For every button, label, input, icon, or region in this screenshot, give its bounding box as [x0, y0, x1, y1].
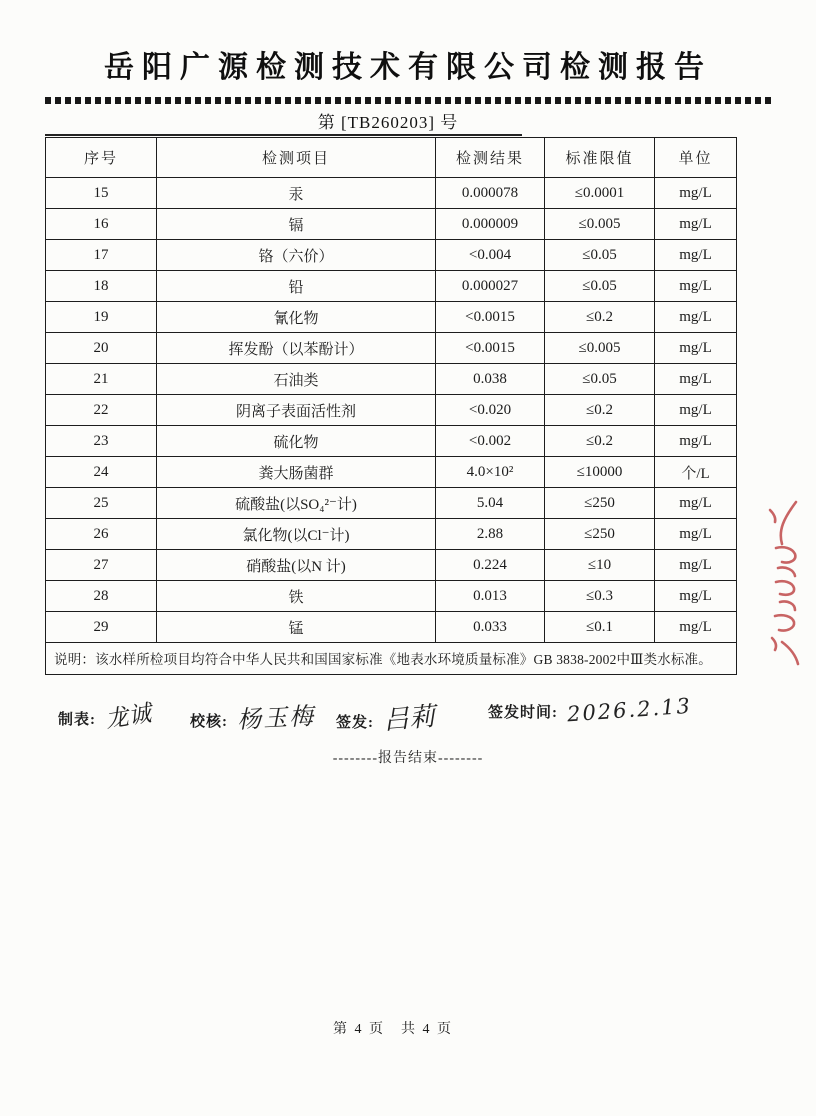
table-row: [46, 364, 737, 395]
cell-item: 石油类: [157, 364, 436, 395]
cell-item: 氯化物(以Cl⁻计): [157, 519, 436, 550]
cell-unit: mg/L: [655, 581, 737, 612]
table-row: [46, 581, 737, 612]
cell-unit: mg/L: [655, 612, 737, 643]
cell-no: 26: [46, 519, 157, 550]
cell-unit: mg/L: [655, 426, 737, 457]
checked-by-group: [190, 698, 315, 733]
issued-by-signature: 吕莉: [382, 701, 437, 737]
cell-no: 15: [46, 178, 157, 209]
cell-no: 28: [46, 581, 157, 612]
cell-limit: ≤0.05: [545, 240, 655, 271]
table-row: [46, 333, 737, 364]
cell-unit: 个/L: [655, 457, 737, 488]
table-row: [46, 612, 737, 643]
cell-item: 阴离子表面活性剂: [157, 395, 436, 426]
cell-result: 4.0×10²: [436, 457, 545, 488]
report-number: 第 [TB260203] 号: [317, 113, 459, 132]
cell-unit: mg/L: [655, 519, 737, 550]
cell-limit: ≤0.005: [545, 333, 655, 364]
issue-time-value: 2026.2.13: [566, 693, 693, 727]
issued-by-group: [336, 698, 435, 735]
cell-result: 0.000027: [436, 271, 545, 302]
cell-no: 22: [46, 395, 157, 426]
cell-no: 21: [46, 364, 157, 395]
table-row: [46, 395, 737, 426]
cell-item: 硝酸盐(以N 计): [157, 550, 436, 581]
cell-result: <0.0015: [436, 302, 545, 333]
cell-result: 5.04: [436, 488, 545, 519]
issue-time-label: 签发时间:: [488, 705, 558, 721]
cell-limit: ≤10000: [545, 457, 655, 488]
prepared-by-signature: 龙诚: [103, 700, 154, 734]
table-row: [46, 209, 737, 240]
cell-unit: mg/L: [655, 240, 737, 271]
cell-no: 27: [46, 550, 157, 581]
table-row: [46, 488, 737, 519]
cell-item: 铅: [157, 271, 436, 302]
cell-limit: ≤250: [545, 488, 655, 519]
prepared-by-label: 制表:: [58, 712, 96, 728]
table-row: [46, 178, 737, 209]
table-header-row: [46, 138, 737, 178]
cell-item: 挥发酚（以苯酚计）: [157, 333, 436, 364]
results-table-body: [46, 178, 737, 643]
cell-result: 0.038: [436, 364, 545, 395]
table-row: [46, 457, 737, 488]
cell-result: 0.224: [436, 550, 545, 581]
col-header-item: 检测项目: [157, 138, 436, 178]
cell-item: 氰化物: [157, 302, 436, 333]
cell-no: 29: [46, 612, 157, 643]
signature-row: [0, 688, 816, 738]
cell-unit: mg/L: [655, 302, 737, 333]
cell-result: 0.013: [436, 581, 545, 612]
col-header-unit: 单位: [655, 138, 737, 178]
page-number: 第 4 页 共 4 页: [333, 1022, 453, 1037]
cell-limit: ≤0.0001: [545, 178, 655, 209]
table-note: 说明：该水样所检项目均符合中华人民共和国国家标准《地表水环境质量标准》GB 3838-2002中Ⅲ类水标准。: [46, 643, 737, 675]
cell-result: <0.020: [436, 395, 545, 426]
cell-limit: ≤0.3: [545, 581, 655, 612]
cell-limit: ≤0.005: [545, 209, 655, 240]
report-number-row: [0, 104, 816, 137]
cell-limit: ≤0.05: [545, 364, 655, 395]
red-seal-edge: [762, 496, 804, 668]
cell-result: 0.000009: [436, 209, 545, 240]
cell-no: 19: [46, 302, 157, 333]
table-row: [46, 426, 737, 457]
cell-item: 铁: [157, 581, 436, 612]
cell-limit: ≤0.2: [545, 426, 655, 457]
cell-no: 20: [46, 333, 157, 364]
cell-limit: ≤250: [545, 519, 655, 550]
report-title: 岳阳广源检测技术有限公司检测报告: [104, 51, 712, 84]
table-row: [46, 271, 737, 302]
table-row: [46, 302, 737, 333]
cell-limit: ≤0.2: [545, 395, 655, 426]
cell-limit: ≤0.1: [545, 612, 655, 643]
cell-result: <0.004: [436, 240, 545, 271]
cell-unit: mg/L: [655, 209, 737, 240]
cell-limit: ≤10: [545, 550, 655, 581]
issue-time-group: [488, 693, 693, 727]
checked-by-signature: 杨玉梅: [236, 701, 316, 735]
cell-unit: mg/L: [655, 271, 737, 302]
cell-item: 汞: [157, 178, 436, 209]
prepared-by-group: [58, 698, 154, 734]
cell-result: 0.033: [436, 612, 545, 643]
cell-no: 25: [46, 488, 157, 519]
cell-limit: ≤0.05: [545, 271, 655, 302]
cell-result: 0.000078: [436, 178, 545, 209]
cell-limit: ≤0.2: [545, 302, 655, 333]
cell-item: 镉: [157, 209, 436, 240]
cell-unit: mg/L: [655, 178, 737, 209]
cell-result: <0.002: [436, 426, 545, 457]
cell-no: 18: [46, 271, 157, 302]
cell-item: 粪大肠菌群: [157, 457, 436, 488]
cell-no: 23: [46, 426, 157, 457]
issued-by-label: 签发:: [336, 715, 374, 731]
table-row: [46, 240, 737, 271]
cell-item: 硫酸盐(以SO₄²⁻计): [157, 488, 436, 519]
table-note-row: [46, 643, 737, 675]
report-number-underline: [45, 134, 522, 136]
cell-no: 16: [46, 209, 157, 240]
table-row: [46, 550, 737, 581]
cell-unit: mg/L: [655, 333, 737, 364]
checked-by-label: 校核:: [190, 714, 228, 730]
cell-result: 2.88: [436, 519, 545, 550]
cell-unit: mg/L: [655, 550, 737, 581]
cell-unit: mg/L: [655, 488, 737, 519]
report-end-text: --------报告结束--------: [332, 751, 484, 766]
cell-no: 17: [46, 240, 157, 271]
cell-item: 铬（六价）: [157, 240, 436, 271]
cell-no: 24: [46, 457, 157, 488]
results-table: [45, 137, 737, 675]
cell-item: 硫化物: [157, 426, 436, 457]
table-row: [46, 519, 737, 550]
cell-item: 锰: [157, 612, 436, 643]
cell-unit: mg/L: [655, 395, 737, 426]
cell-unit: mg/L: [655, 364, 737, 395]
col-header-result: 检测结果: [436, 138, 545, 178]
cell-result: <0.0015: [436, 333, 545, 364]
col-header-limit: 标准限值: [545, 138, 655, 178]
col-header-no: 序号: [46, 138, 157, 178]
title-divider: [45, 97, 771, 104]
